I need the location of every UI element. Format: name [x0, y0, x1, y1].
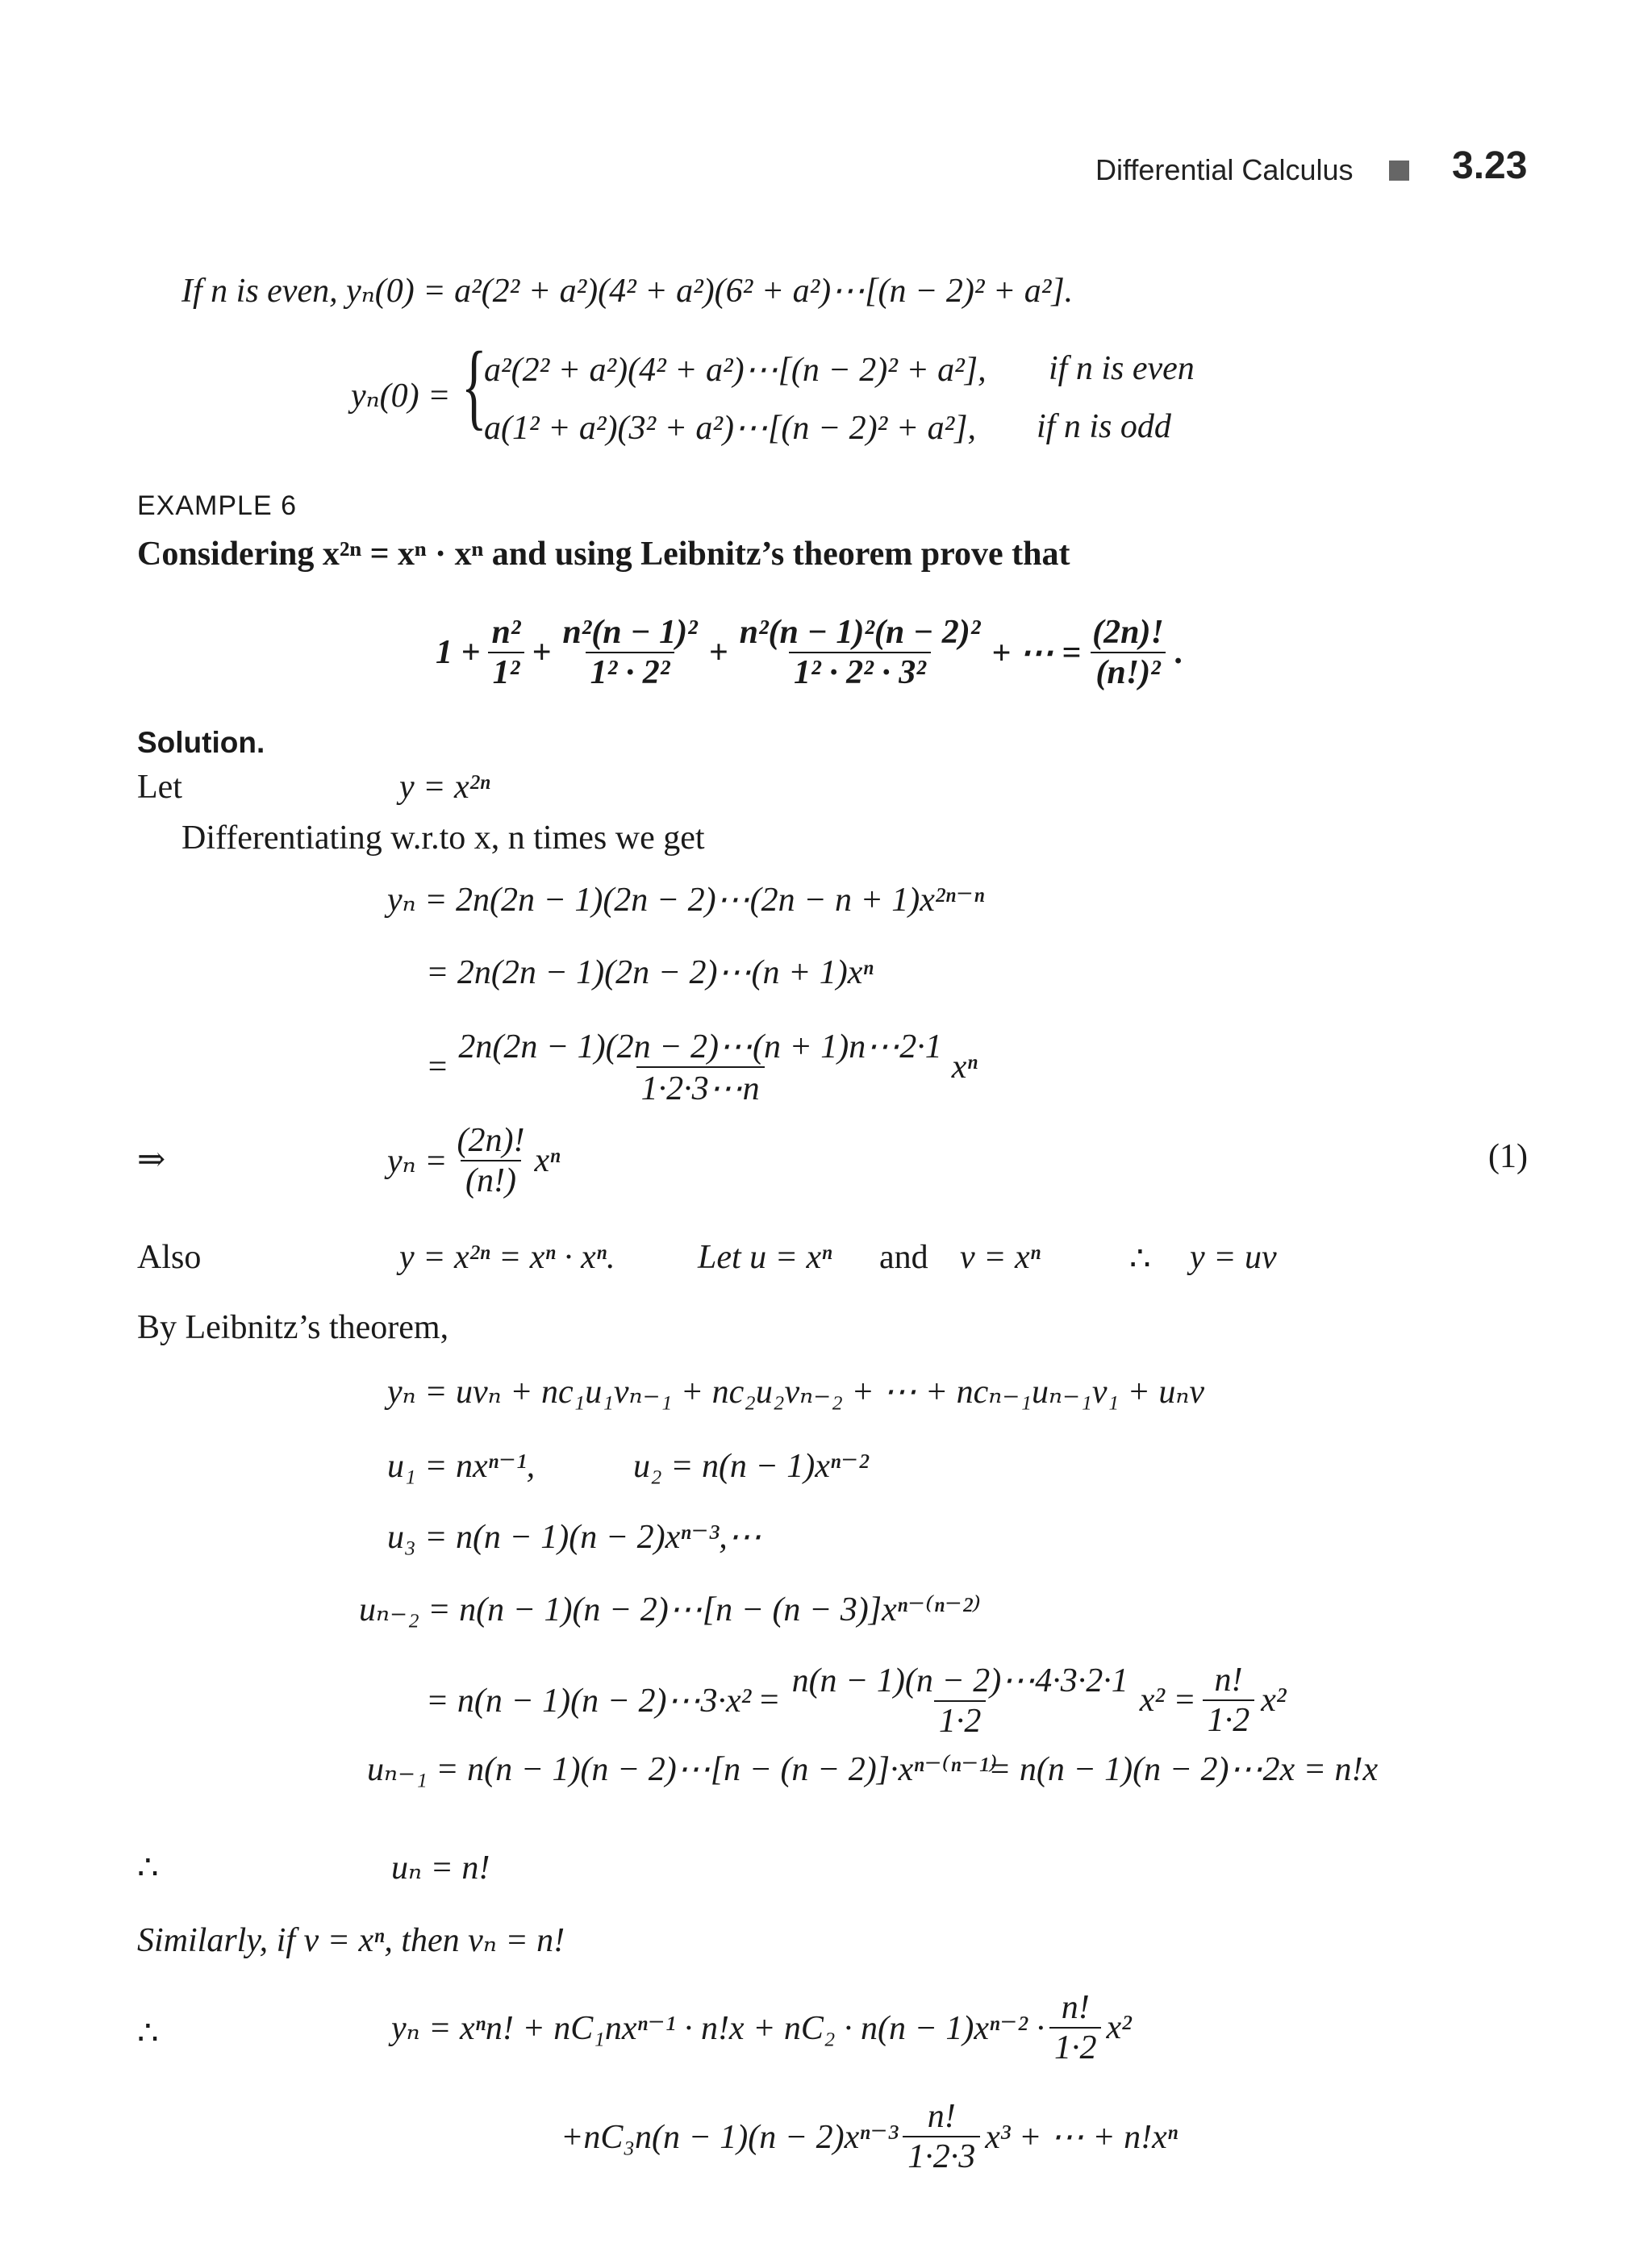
final-line-1-fraction [1049, 1988, 1102, 2067]
identity-fraction-3 [735, 613, 986, 692]
piecewise-row-even: a²(2² + a²)(4² + a²)⋯[(n − 2)² + a²], [484, 352, 987, 389]
yn-result [387, 1121, 560, 1200]
identity-f2-den: 1² · 2² [586, 652, 675, 692]
yn-step-3-den: 1·2·3⋯n [636, 1066, 765, 1108]
un-minus-2-den: 1·2 [934, 1700, 987, 1741]
yn-result-lhs: yₙ = [387, 1143, 448, 1180]
identity-rhs-fraction [1087, 613, 1169, 692]
yn-step-3-fraction [453, 1026, 946, 1108]
yn-step-2: = 2n(2n − 1)(2n − 2)⋯(n + 1)xⁿ [426, 954, 874, 991]
implies-symbol: ⇒ [137, 1141, 166, 1178]
final-line-2-fraction [903, 2097, 980, 2176]
final-expansion-line-1 [391, 1988, 1132, 2067]
identity-plus-2: + [708, 634, 728, 671]
let-u-definition: Let u = xⁿ [698, 1239, 832, 1276]
and-word: and [879, 1239, 928, 1276]
final-line-2-num: n! [927, 2098, 956, 2135]
yn-step-3-eq: = [426, 1049, 449, 1086]
piecewise-row-odd: a(1² + a²)(3² + a²)⋯[(n − 2)² + a²], [484, 410, 977, 447]
identity-rhs-num: (2n)! [1092, 614, 1164, 651]
un-minus-2-x-2: x² [1261, 1682, 1287, 1719]
piecewise-cond-odd: if n is odd [1037, 408, 1171, 445]
piecewise-cond-even: if n is even [1049, 350, 1195, 387]
u3-derivative: u₃ = n(n − 1)(n − 2)xⁿ⁻³,⋯ [387, 1519, 761, 1556]
un-minus-2-simplified [426, 1660, 1287, 1741]
therefore-symbol-2: ∴ [137, 1849, 159, 1887]
identity-f3-den: 1² · 2² · 3² [789, 652, 931, 692]
un-minus-2-num: n(n − 1)(n − 2)⋯4·3·2·1 [791, 1662, 1128, 1699]
un-minus-2-expr: = n(n − 1)(n − 2)⋯3·x² [426, 1683, 752, 1720]
left-brace: { [461, 332, 487, 439]
example-statement: Considering x²ⁿ = xⁿ · xⁿ and using Leibnitz’s theorem prove that [137, 536, 1070, 573]
piecewise-lhs: yₙ(0) = [351, 377, 451, 415]
also-word: Also [137, 1239, 202, 1276]
identity-term-one: 1 + [436, 634, 481, 671]
yn-step-3 [426, 1026, 978, 1108]
leibnitz-formula: yₙ = uvₙ + nc₁u₁vₙ₋₁ + nc₂u₂vₙ₋₂ + ⋯ + ncₙ₋₁uₙ₋₁v₁ + uₙv [387, 1374, 1205, 1411]
final-line-2-tail: x³ + ⋯ + n!xⁿ [985, 2119, 1178, 2156]
yn-result-den: (n!) [461, 1160, 521, 1200]
similarly-line: Similarly, if v = xⁿ, then vₙ = n! [137, 1922, 565, 1959]
let-word: Let [137, 769, 182, 806]
final-expansion-line-2 [561, 2097, 1178, 2176]
un-minus-2-fraction [787, 1660, 1133, 1741]
un-minus-2-eq: = [757, 1682, 781, 1719]
therefore-symbol-1: ∴ [1129, 1241, 1151, 1278]
identity-equation [436, 613, 1183, 692]
example-label: EXAMPLE 6 [137, 490, 297, 521]
yn-step-3-tail: xⁿ [951, 1049, 978, 1086]
yn-result-tail: xⁿ [534, 1142, 561, 1179]
equation-number: (1) [1488, 1138, 1528, 1175]
u2-derivative: u₂ = n(n − 1)xⁿ⁻² [633, 1448, 869, 1485]
let-equation: y = x²ⁿ [399, 769, 490, 806]
un-minus-2-derivative: uₙ₋₂ = n(n − 1)(n − 2)⋯[n − (n − 3)]xⁿ⁻⁽ⁿ⁻²⁾ [359, 1591, 981, 1628]
final-line-1-num: n! [1061, 1989, 1090, 2026]
page-number: 3.23 [1452, 144, 1528, 187]
identity-fraction-2 [557, 613, 702, 692]
running-title: Differential Calculus [1095, 153, 1354, 186]
differentiating-line: Differentiating w.r.to x, n times we get [181, 819, 705, 857]
final-line-2-expr: +nC₃n(n − 1)(n − 2)xⁿ⁻³ [561, 2119, 899, 2156]
identity-rhs-den: (n!)² [1091, 652, 1165, 692]
identity-f2-num: n²(n − 1)² [562, 614, 698, 651]
by-leibnitz-line: By Leibnitz’s theorem, [137, 1309, 449, 1346]
y-equals-uv: y = uv [1190, 1239, 1277, 1276]
un-minus-2-fraction-2 [1203, 1661, 1255, 1740]
final-line-1-expr: yₙ = xⁿn! + nC₁nxⁿ⁻¹ · n!x + nC₂ · n(n − 1)xⁿ⁻² · [391, 2010, 1045, 2047]
yn-step-1: yₙ = 2n(2n − 1)(2n − 2)⋯(2n − n + 1)x²ⁿ⁻ⁿ [387, 882, 985, 919]
u1-derivative: u₁ = nxⁿ⁻¹, [387, 1448, 536, 1485]
therefore-symbol-3: ∴ [137, 2015, 159, 2052]
solution-label: Solution. [137, 726, 265, 759]
yn-step-3-num: 2n(2n − 1)(2n − 2)⋯(n + 1)n⋯2·1 [458, 1028, 942, 1065]
even-case-line: If n is even, yₙ(0) = a²(2² + a²)(4² + a²)(6² + a²)⋯[(n − 2)² + a²]. [181, 273, 1074, 310]
un-minus-2-x: x² = [1139, 1682, 1196, 1719]
yn-result-num: (2n)! [457, 1122, 525, 1159]
un-minus-2-num-2: n! [1214, 1662, 1243, 1699]
v-definition: v = xⁿ [960, 1239, 1041, 1276]
final-line-2-den: 1·2·3 [903, 2136, 980, 2176]
header-square-icon [1389, 161, 1409, 181]
identity-f1-den: 1² [488, 652, 525, 692]
also-equation: y = x²ⁿ = xⁿ · xⁿ. [399, 1239, 615, 1276]
final-line-1-tail: x² [1106, 2009, 1132, 2046]
identity-f3-num: n²(n − 1)²(n − 2)² [739, 614, 981, 651]
yn-result-fraction [453, 1121, 530, 1200]
final-line-1-den: 1·2 [1049, 2027, 1102, 2067]
un-minus-1-result: = n(n − 1)(n − 2)⋯2x = n!x [988, 1751, 1379, 1788]
identity-tail: + ⋯ = [991, 635, 1082, 672]
identity-period: . [1174, 634, 1184, 671]
identity-fraction-1 [486, 613, 525, 692]
identity-plus-1: + [532, 634, 552, 671]
un-result: uₙ = n! [391, 1849, 490, 1887]
un-minus-2-den-2: 1·2 [1203, 1699, 1255, 1740]
un-minus-1-derivative: uₙ₋₁ = n(n − 1)(n − 2)⋯[n − (n − 2)]·xⁿ⁻⁽ⁿ⁻¹⁾ [367, 1751, 998, 1788]
identity-f1-num: n² [491, 614, 521, 651]
